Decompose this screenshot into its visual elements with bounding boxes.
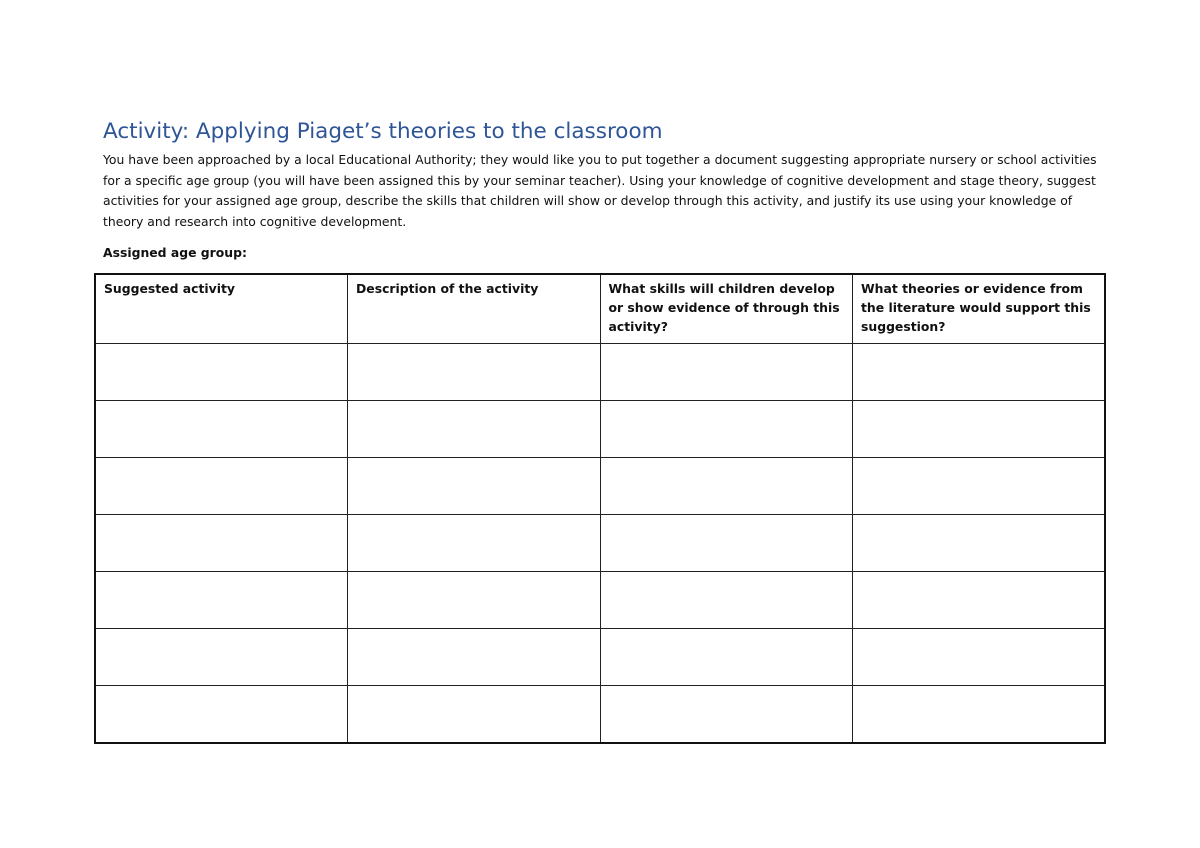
table-cell[interactable] [95,458,348,515]
table-row [95,401,1105,458]
table-cell[interactable] [853,515,1106,572]
table-cell[interactable] [348,629,601,686]
table-cell[interactable] [348,686,601,744]
table-cell[interactable] [600,344,853,401]
table-cell[interactable] [348,515,601,572]
table-row [95,458,1105,515]
table-cell[interactable] [95,572,348,629]
table-cell[interactable] [600,401,853,458]
table-cell[interactable] [600,572,853,629]
table-cell[interactable] [95,686,348,744]
table-cell[interactable] [853,572,1106,629]
table-cell[interactable] [600,686,853,744]
table-cell[interactable] [853,686,1106,744]
assigned-age-group-label: Assigned age group: [103,245,247,260]
table-cell[interactable] [348,572,601,629]
intro-paragraph: You have been approached by a local Educational Authority; they would like you to put together a document suggesting appropriate nursery or school activities for a specific age group (you will have been assigned this by your seminar teacher). Using your knowledge of cognitive development and stage theory, suggest activities for your assigned age group, describe the skills that children will show or develop through this activity, and justify its use using your knowledge of theory and research into cognitive development. [103,152,1097,229]
table-cell[interactable] [600,458,853,515]
table-cell[interactable] [853,458,1106,515]
table-row [95,344,1105,401]
table-cell[interactable] [600,515,853,572]
table-row [95,515,1105,572]
table-cell[interactable] [348,458,601,515]
table-cell[interactable] [600,629,853,686]
table-cell[interactable] [95,515,348,572]
header-suggested-activity: Suggested activity [95,274,348,344]
table-cell[interactable] [348,401,601,458]
header-skills: What skills will children develop or show evidence of through this activity? [600,274,853,344]
table-header-row [95,274,1105,344]
table-row [95,686,1105,744]
page-title: Activity: Applying Piaget’s theories to the classroom [103,119,663,144]
activity-table [94,273,1106,744]
table-cell[interactable] [95,344,348,401]
table-cell[interactable] [853,629,1106,686]
header-theories: What theories or evidence from the literature would support this suggestion? [853,274,1106,344]
table-cell[interactable] [853,401,1106,458]
table-row [95,572,1105,629]
table-cell[interactable] [348,344,601,401]
table-row [95,629,1105,686]
table-cell[interactable] [95,401,348,458]
table-cell[interactable] [853,344,1106,401]
header-description: Description of the activity [348,274,601,344]
table-cell[interactable] [95,629,348,686]
